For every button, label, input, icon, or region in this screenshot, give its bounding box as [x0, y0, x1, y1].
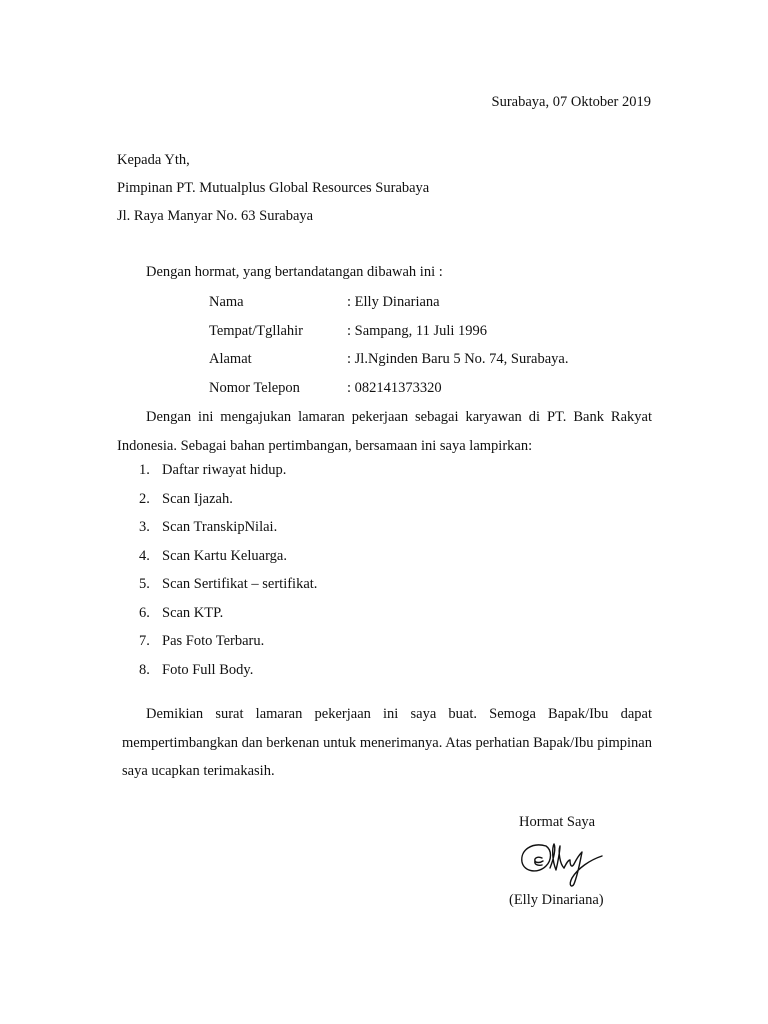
list-item-number: 1. [139, 462, 150, 478]
list-item-number: 5. [139, 576, 150, 592]
identity-value: : Sampang, 11 Juli 1996 [347, 322, 488, 339]
list-item [139, 604, 317, 633]
list-item-number: 3. [139, 519, 150, 535]
list-item-text: Foto Full Body. [162, 661, 254, 678]
recipient-line-1: Pimpinan PT. Mutualplus Global Resources Surabaya [117, 180, 430, 196]
closing-greeting: Hormat Saya [519, 814, 596, 830]
list-item-text: Scan Kartu Keluarga. [162, 547, 287, 564]
identity-value: : Elly Dinariana [347, 294, 440, 310]
list-item-number: 7. [139, 633, 150, 649]
closing-paragraph: Demikian surat lamaran pekerjaan ini saya buat. Semoga Bapak/Ibu dapat mempertimbangkan dan berkenan untuk menerimanya. Atas perhatian Bapak/Ibu pimpinan saya ucapkan terimakasih. [122, 706, 652, 779]
list-item [139, 575, 317, 604]
recipient-block [117, 151, 429, 235]
identity-label: Nama [209, 294, 244, 310]
list-item [139, 490, 317, 519]
list-item-text: Pas Foto Terbaru. [162, 633, 265, 649]
identity-label: Nomor Telepon [209, 379, 300, 396]
signature-stroke [564, 852, 602, 886]
opening-line: Dengan hormat, yang bertandatangan dibawah ini : [146, 264, 443, 280]
list-item [139, 518, 317, 547]
list-item-text: Scan TranskipNilai. [162, 519, 278, 535]
identity-label: Tempat/Tgllahir [209, 322, 304, 339]
identity-value: : 082141373320 [347, 379, 442, 396]
identity-row-name [209, 293, 569, 322]
recipient-salutation: Kepada Yth, [117, 152, 190, 168]
signature-stroke [535, 857, 543, 865]
list-item [139, 461, 317, 490]
signature-image [516, 838, 608, 890]
list-item [139, 632, 317, 661]
list-item-number: 6. [139, 604, 150, 621]
list-item-text: Scan Ijazah. [162, 490, 233, 507]
list-item-number: 4. [139, 547, 150, 564]
list-item [139, 661, 317, 690]
identity-table [209, 293, 569, 407]
recipient-line-2: Jl. Raya Manyar No. 63 Surabaya [117, 208, 314, 224]
list-item-text: Daftar riwayat hidup. [162, 462, 287, 478]
identity-row-birth [209, 322, 569, 351]
attachment-list [139, 461, 317, 689]
signer-name: (Elly Dinariana) [509, 892, 604, 908]
list-item-text: Scan Sertifikat – sertifikat. [162, 576, 318, 592]
identity-row-address [209, 350, 569, 379]
application-paragraph: Dengan ini mengajukan lamaran pekerjaan sebagai karyawan di PT. Bank Rakyat Indonesia. Sebagai bahan pertimbangan, bersamaan ini saya lampirkan: [117, 409, 652, 454]
identity-value: : Jl.Nginden Baru 5 No. 74, Surabaya. [347, 351, 569, 367]
identity-label: Alamat [209, 351, 252, 367]
list-item-number: 8. [139, 661, 150, 678]
list-item-number: 2. [139, 490, 150, 507]
signature-stroke [550, 844, 564, 870]
letter-date: Surabaya, 07 Oktober 2019 [491, 94, 651, 110]
list-item [139, 547, 317, 576]
list-item-text: Scan KTP. [162, 604, 224, 621]
